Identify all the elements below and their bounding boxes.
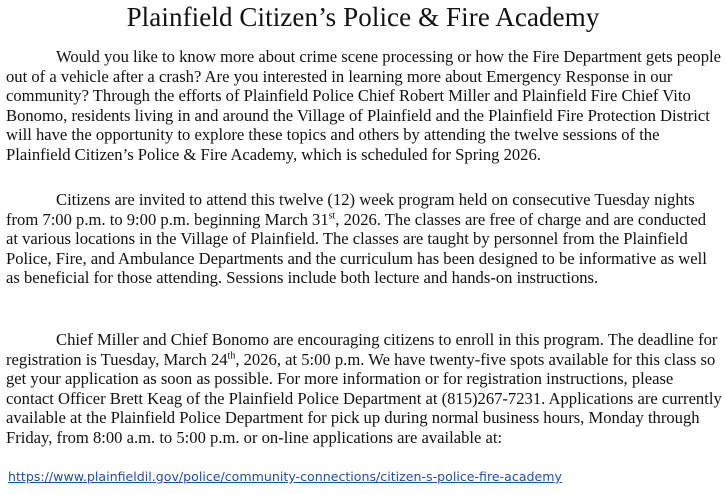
paragraph-program-details-text-cont: , 2026. The classes are free of charge and are conducted at various locations in the Village of Plainfield. The classes are taught by personnel from the Plainfield Police, Fire, and Ambulance Departments and the curriculum has been designed to be informative as well as beneficial for those attending. Sessions include both lecture and hands-on instructions. — [6, 209, 707, 287]
ordinal-suffix: st — [328, 209, 336, 221]
paragraph-registration-text: Chief Miller and Chief Bonomo are encouraging citizens to enroll in this program. The deadline for registration is Tuesday, March 24 — [6, 330, 718, 369]
paragraph-registration-text-cont: , 2026, at 5:00 p.m. We have twenty-five spots available for this class so get your application as soon as possible. For more information or for registration instructions, please contact Officer Brett Keag of the Plainfield Police Department at (815)267-7231. Applications are currently available at the Plainfield Police Department for pick up during normal business hours, Monday through Friday, from 8:00 a.m. to 5:00 p.m. or on-line applications are available at: — [6, 349, 722, 447]
paragraph-program-details-text: Citizens are invited to attend this twelve (12) week program held on consecutive Tuesday nights from 7:00 p.m. to 9:00 p.m. beginning March 31 — [6, 190, 695, 229]
paragraph-introduction: Would you like to know more about crime scene processing or how the Fire Department gets people out of a vehicle after a crash? Are you interested in learning more about Emergency Response in our community? Through the efforts of Plainfield Police Chief Robert Miller and Plainfield Fire Chief Vito Bonomo, residents living in and around the Village of Plainfield and the Plainfield Fire Protection District will have the opportunity to explore these topics and others by attending the twelve sessions of the Plainfield Citizen’s Police & Fire Academy, which is scheduled for Spring 2026. — [6, 47, 722, 164]
academy-application-link[interactable]: https://www.plainfieldil.gov/police/community-connections/citizen-s-police-fire-academy — [8, 469, 563, 484]
page-title: Plainfield Citizen’s Police & Fire Academy — [126, 2, 600, 32]
paragraph-registration — [6, 330, 722, 447]
ordinal-suffix: th — [227, 349, 236, 361]
paragraph-program-details — [6, 190, 722, 288]
